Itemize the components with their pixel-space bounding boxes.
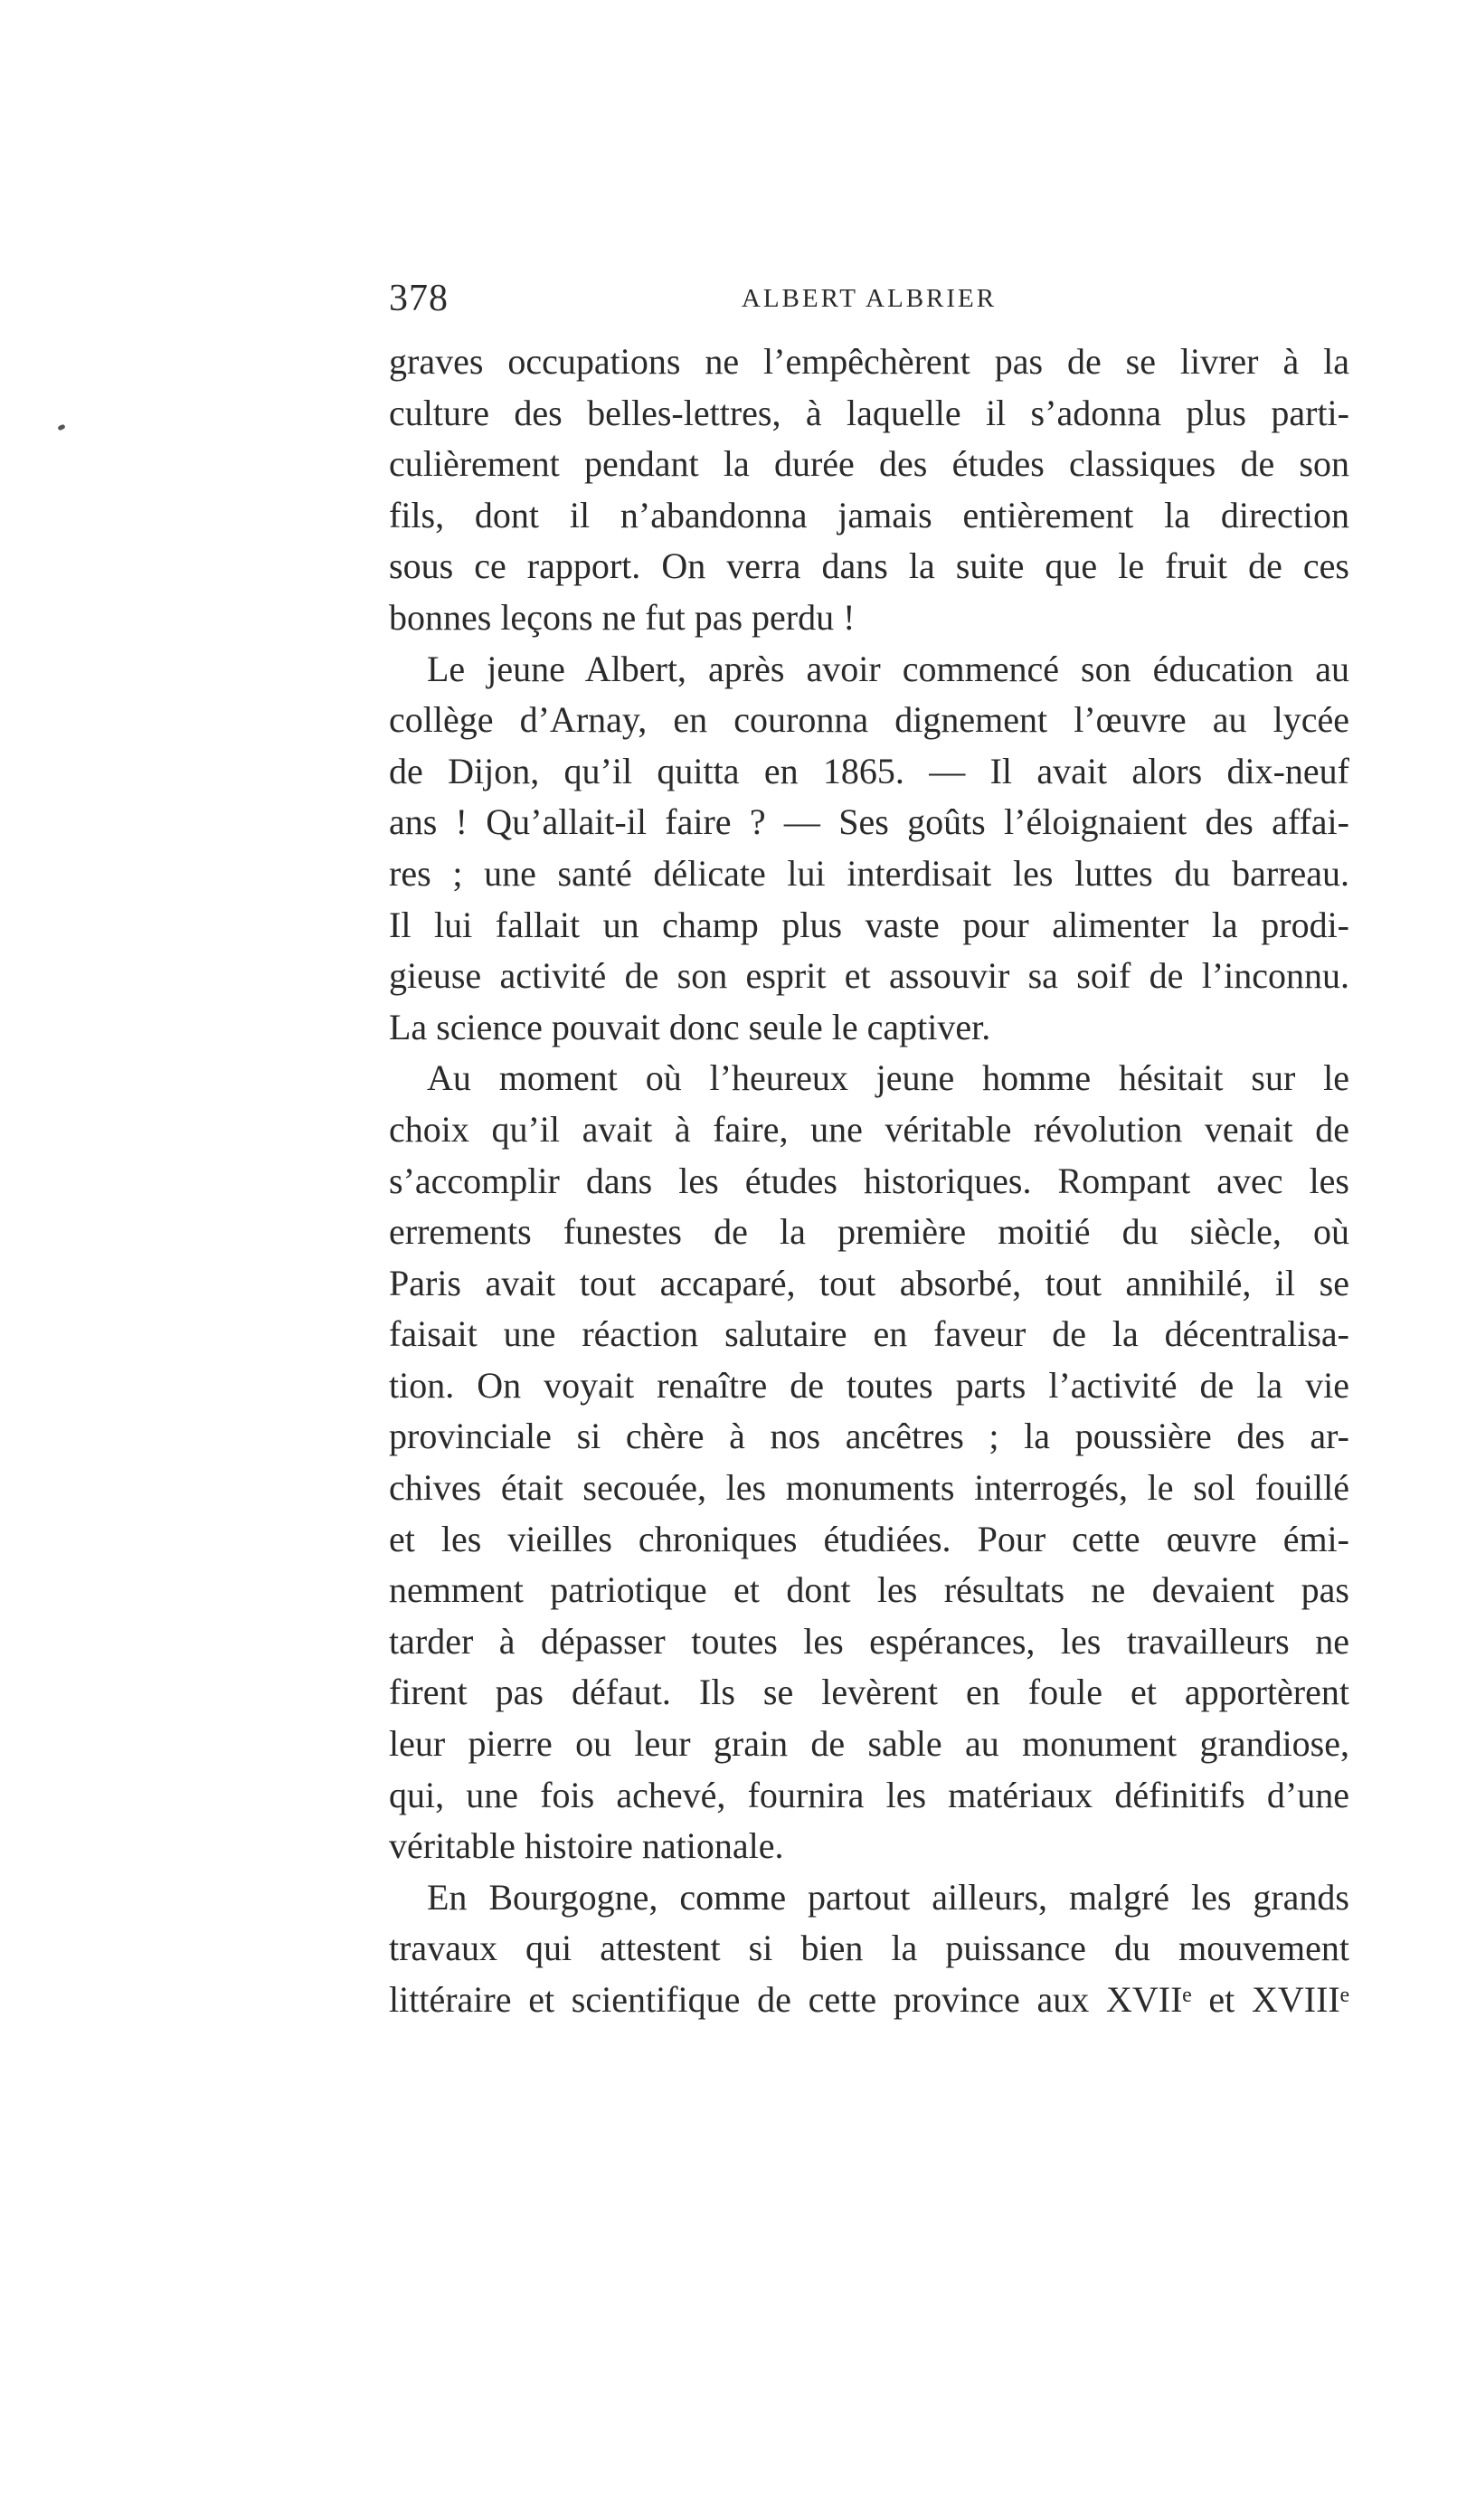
text-line: collège d’Arnay, en couronna dignement l’œuvre au lycée [389,699,1349,741]
text-line: Paris avait tout accaparé, tout absorbé, tout annihilé, il se [389,1262,1349,1303]
page-number: 378 [389,278,449,319]
text-line: s’accomplir dans les études historiques. Rompant avec les [389,1160,1349,1201]
book-page [389,271,1349,2026]
text-line: En Bourgogne, comme partout ailleurs, malgré les grands [427,1876,1349,1918]
text-line: ans ! Qu’allait-il faire ? — Ses goûts l’éloignaient des affai- [389,801,1349,843]
text-line: tarder à dépasser toutes les espérances, les travailleurs ne [389,1620,1349,1662]
text-line: La science pouvait donc seule le captiver. [389,1006,991,1047]
text-line: graves occupations ne l’empêchèrent pas de se livrer à la [389,341,1349,382]
text-line: fils, dont il n’abandonna jamais entièrement la direction [389,494,1349,535]
text-line: faisait une réaction salutaire en faveur de la décentralisa- [389,1313,1349,1355]
text-line: culture des belles-lettres, à laquelle il s’adonna plus parti- [389,392,1349,433]
text-line: tion. On voyait renaître de toutes parts l’activité de la vie [389,1364,1349,1406]
text-line: bonnes leçons ne fut pas perdu ! [389,596,856,638]
ink-speck [57,424,65,431]
text-line: culièrement pendant la durée des études classiques de son [389,443,1349,485]
text-line: travaux qui attestent si bien la puissance du mouvement [389,1928,1349,1969]
text-line: Le jeune Albert, après avoir commencé son éducation au [427,648,1349,689]
text-line: véritable histoire nationale. [389,1825,784,1867]
text-line: chives était secouée, les monuments interrogés, le sol fouillé [389,1467,1349,1509]
text-line: qui, une fois achevé, fournira les matériaux définitifs d’une [389,1774,1349,1815]
text-line: sous ce rapport. On verra dans la suite que le fruit de ces [389,545,1349,587]
text-line: leur pierre ou leur grain de sable au monument grandiose, [389,1723,1349,1765]
text-line: littéraire et scientifique de cette province aux XVIIᵉ et XVIIIᵉ [389,1979,1349,2020]
text-line: gieuse activité de son esprit et assouvir sa soif de l’inconnu. [389,955,1349,997]
text-line: de Dijon, qu’il quitta en 1865. — Il avait alors dix-neuf [389,750,1349,791]
text-line: Il lui fallait un champ plus vaste pour alimenter la prodi- [389,904,1349,945]
text-line: et les vieilles chroniques étudiées. Pour cette œuvre émi- [389,1518,1349,1559]
text-line: Au moment où l’heureux jeune homme hésitait sur le [427,1057,1349,1099]
running-head: ALBERT ALBRIER [741,284,998,313]
text-line: firent pas défaut. Ils se levèrent en foule et apportèrent [389,1672,1349,1713]
body-text [389,336,1349,2026]
text-line: nemment patriotique et dont les résultats ne devaient pas [389,1569,1349,1611]
text-line: res ; une santé délicate lui interdisait les luttes du barreau. [389,852,1349,894]
text-line: errements funestes de la première moitié du siècle, où [389,1211,1349,1253]
text-line: provinciale si chère à nos ancêtres ; la poussière des ar- [389,1416,1349,1457]
text-line: choix qu’il avait à faire, une véritable révolution venait de [389,1108,1349,1150]
page-header [389,271,1349,326]
